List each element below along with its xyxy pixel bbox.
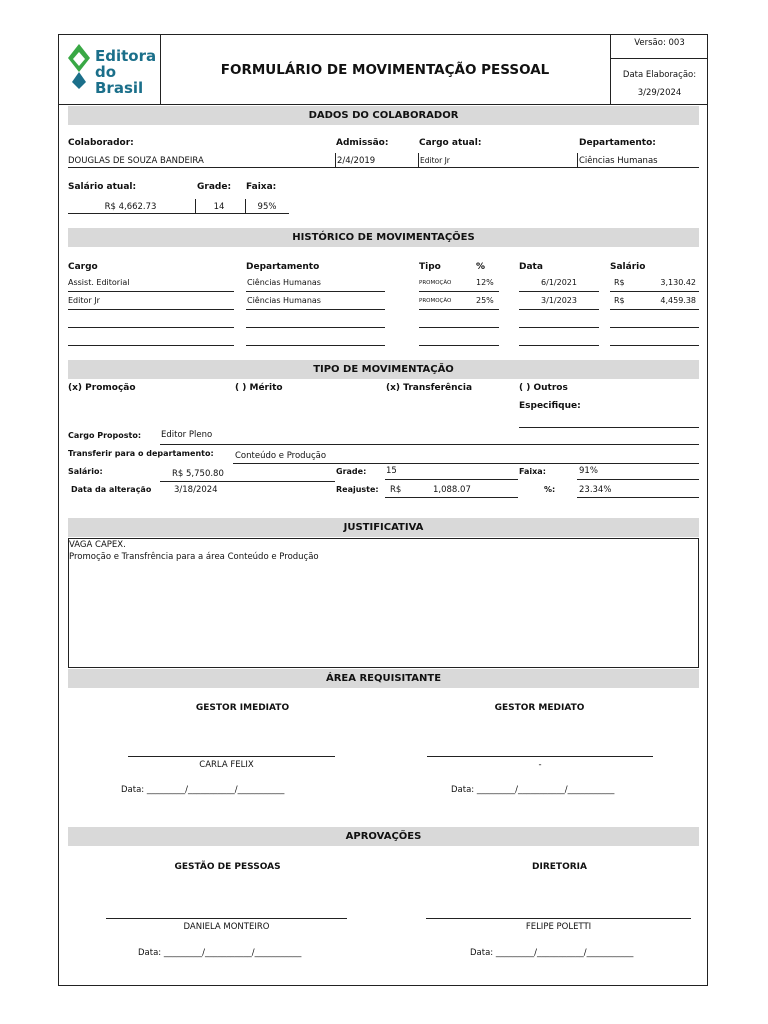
hist-moeda: R$	[614, 296, 625, 305]
logo-text-line2: do Brasil	[95, 63, 144, 97]
version-divider	[610, 58, 708, 59]
data-field-diretoria[interactable]: Data: _________/___________/___________	[470, 948, 634, 958]
cargo-atual-label: Cargo atual:	[419, 138, 482, 148]
hist-header-pct: %	[476, 262, 486, 272]
data-field-imediato[interactable]: Data: _________/___________/___________	[121, 785, 285, 795]
logo-text-line1: Editora	[95, 47, 157, 65]
faixa-value: 95%	[257, 202, 277, 212]
section-historico-header: HISTÓRICO DE MOVIMENTAÇÕES	[68, 228, 699, 247]
novo-grade-underline	[385, 479, 518, 480]
checkbox-outros[interactable]: ( ) Outros	[519, 383, 568, 393]
nome-diretoria: FELIPE POLETTI	[525, 922, 592, 932]
colaborador-value: DOUGLAS DE SOUZA BANDEIRA	[68, 156, 204, 166]
hist-cargo: Assist. Editorial	[68, 278, 130, 287]
nova-faixa-value: 91%	[579, 466, 598, 476]
admissao-value: 2/4/2019	[337, 156, 376, 166]
signature-line-imediato[interactable]	[128, 756, 335, 757]
cargo-proposto-value: Editor Pleno	[161, 430, 213, 440]
data-alteracao-value: 3/18/2024	[174, 485, 218, 495]
checkbox-transferencia[interactable]: (x) Transferência	[386, 383, 473, 393]
version: Versão: 003	[634, 38, 685, 48]
hist-cargo: Editor Jr	[68, 296, 100, 305]
novo-salario-label: Salário:	[68, 467, 103, 476]
reajuste-label: Reajuste:	[336, 485, 379, 494]
gestor-mediato-label: GESTOR MEDIATO	[494, 703, 585, 713]
pct-value: 23.34%	[579, 485, 612, 495]
signature-line-diretoria[interactable]	[426, 918, 691, 919]
section-tipo-header: TIPO DE MOVIMENTAÇÃO	[68, 360, 699, 379]
justificativa-box[interactable]	[68, 538, 699, 668]
transferir-value: Conteúdo e Produção	[235, 451, 327, 461]
justificativa-line1: VAGA CAPEX.	[69, 540, 126, 550]
hist-header-salario: Salário	[610, 262, 646, 272]
col-sep	[195, 199, 196, 213]
cargo-proposto-underline	[160, 444, 699, 445]
hist-moeda: R$	[614, 278, 625, 287]
novo-grade-value: 15	[386, 466, 397, 476]
checkbox-merito[interactable]: ( ) Mérito	[235, 383, 283, 393]
novo-salario-value: R$ 5,750.80	[172, 469, 224, 479]
nova-faixa-underline	[577, 479, 699, 480]
cargo-proposto-label: Cargo Proposto:	[68, 431, 142, 440]
salario-atual-value: R$ 4,662.73	[104, 202, 157, 212]
section-aprovacoes-header: APROVAÇÕES	[68, 827, 699, 846]
grade-value: 14	[213, 202, 225, 212]
novo-grade-label: Grade:	[336, 467, 367, 476]
col-sep	[577, 153, 578, 167]
grade-label: Grade:	[197, 182, 232, 192]
hist-tipo: PROMOÇÃO	[419, 298, 452, 304]
col-sep	[335, 153, 336, 167]
gestor-imediato-label: GESTOR IMEDIATO	[195, 703, 290, 713]
hist-salario: 3,130.42	[660, 278, 696, 287]
transferir-underline	[233, 463, 699, 464]
elaboration-date: 3/29/2024	[637, 88, 682, 98]
reajuste-value: 1,088.07	[433, 485, 471, 495]
departamento-label: Departamento:	[579, 138, 656, 148]
pct-underline	[577, 497, 699, 498]
reajuste-underline	[385, 497, 518, 498]
especifique-field[interactable]	[519, 427, 699, 428]
data-field-mediato[interactable]: Data: _________/___________/___________	[451, 785, 615, 795]
signature-line-mediato[interactable]	[427, 756, 653, 757]
section-justificativa-header: JUSTIFICATIVA	[68, 518, 699, 537]
data-alteracao-label: Data da alteração	[71, 485, 152, 494]
colaborador-label: Colaborador:	[68, 138, 134, 148]
checkbox-promocao[interactable]: (x) Promoção	[68, 383, 136, 393]
header-bottom-line	[58, 104, 708, 105]
nova-faixa-label: Faixa:	[519, 467, 546, 476]
admissao-label: Admissão:	[336, 138, 389, 148]
col-sep	[245, 199, 246, 213]
hist-pct: 25%	[476, 296, 494, 305]
nome-gestao-pessoas: DANIELA MONTEIRO	[183, 922, 270, 932]
nome-gestor-mediato: -	[538, 760, 542, 770]
hist-header-cargo: Cargo	[68, 262, 98, 272]
data-field-gestao[interactable]: Data: _________/___________/___________	[138, 948, 302, 958]
hist-tipo: PROMOÇÃO	[419, 280, 452, 286]
section-area-header: ÁREA REQUISITANTE	[68, 669, 699, 688]
hist-depto: Ciências Humanas	[247, 296, 321, 305]
cargo-atual-value: Editor Jr	[420, 156, 450, 165]
salario-atual-label: Salário atual:	[68, 182, 137, 192]
hist-data: 3/1/2023	[541, 296, 577, 305]
transferir-label: Transferir para o departamento:	[68, 449, 214, 458]
gestao-pessoas-label: GESTÃO DE PESSOAS	[174, 862, 281, 872]
hist-pct: 12%	[476, 278, 494, 287]
hist-data: 6/1/2021	[541, 278, 577, 287]
hist-header-departamento: Departamento	[246, 262, 320, 272]
nome-gestor-imediato: CARLA FELIX	[199, 760, 254, 770]
page-title: FORMULÁRIO DE MOVIMENTAÇÃO PESSOAL	[220, 62, 550, 78]
especifique-label: Especifique:	[519, 401, 581, 411]
reajuste-currency: R$	[390, 485, 402, 495]
novo-salario-underline	[160, 481, 335, 482]
faixa-label: Faixa:	[246, 182, 277, 192]
hist-header-data: Data	[519, 262, 543, 272]
diretoria-label: DIRETORIA	[532, 862, 587, 872]
signature-line-gestao[interactable]	[106, 918, 347, 919]
logo-mark-icon	[66, 42, 92, 90]
hist-salario: 4,459.38	[660, 296, 696, 305]
departamento-value: Ciências Humanas	[579, 156, 658, 166]
colaborador-underline	[68, 167, 699, 168]
pct-label: %:	[544, 485, 556, 494]
hist-depto: Ciências Humanas	[247, 278, 321, 287]
salario-underline	[68, 213, 289, 214]
elaboration-label: Data Elaboração:	[622, 70, 697, 80]
justificativa-line2: Promoção e Transfrência para a área Conteúdo e Produção	[69, 552, 319, 562]
section-dados-header: DADOS DO COLABORADOR	[68, 106, 699, 125]
hist-header-tipo: Tipo	[419, 262, 441, 272]
logo	[66, 42, 157, 97]
col-sep	[418, 153, 419, 167]
